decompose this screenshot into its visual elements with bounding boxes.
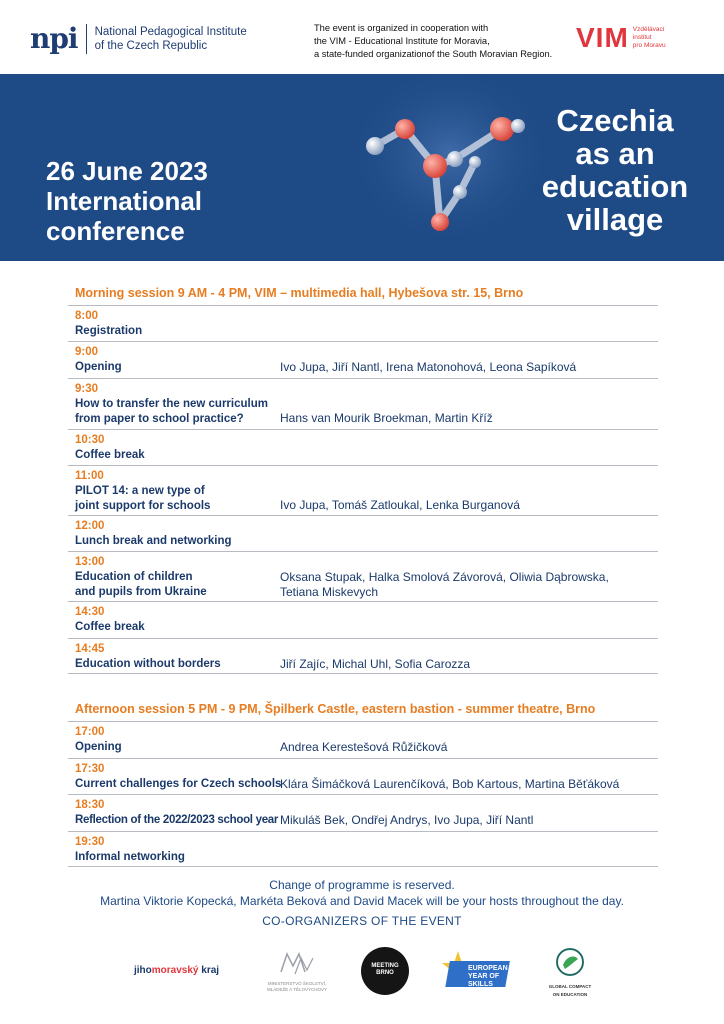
coorganizer-logos xyxy=(0,945,724,1005)
schedule-title-line2: from paper to school practice? xyxy=(75,413,244,425)
title-line3: education xyxy=(541,169,689,204)
schedule-title-line2: and pupils from Ukraine xyxy=(75,586,207,598)
conference-title xyxy=(520,104,710,236)
european-year-of-skills-logo xyxy=(438,949,514,993)
schedule-row xyxy=(68,341,658,378)
coop-line1: The event is organized in cooperation with xyxy=(314,23,489,33)
npi-logo-mark: npi xyxy=(30,22,78,55)
schedule-title-line2: joint support for schools xyxy=(75,500,211,512)
schedule-row xyxy=(68,721,658,758)
conference-date xyxy=(46,156,208,246)
title-line2: as an xyxy=(575,136,655,171)
page-header xyxy=(0,0,724,74)
schedule-row xyxy=(68,551,658,601)
schedule-row xyxy=(68,429,658,465)
date-line3: conference xyxy=(46,216,185,246)
schedule-title: Opening xyxy=(75,741,122,753)
schedule-speakers: Mikuláš Bek, Ondřej Andrys, Ivo Jupa, Jiří Nantl xyxy=(280,813,534,827)
schedule-speakers: Jiří Zajíc, Michal Uhl, Sofia Carozza xyxy=(280,657,471,671)
schedule-row xyxy=(68,465,658,515)
npi-logo xyxy=(30,24,247,54)
afternoon-schedule xyxy=(68,721,658,867)
schedule-title: Education of children xyxy=(75,571,193,583)
schedule-title: Lunch break and networking xyxy=(75,535,232,547)
cooperation-note xyxy=(314,22,552,61)
npi-name-line2: of the Czech Republic xyxy=(94,40,208,52)
conference-banner xyxy=(0,74,724,261)
schedule-time: 17:30 xyxy=(75,763,105,775)
morning-schedule xyxy=(68,305,658,674)
schedule-speakers: Ivo Jupa, Jiří Nantl, Irena Matonohová, Leona Sapíková xyxy=(280,360,577,374)
schedule-title: Education without borders xyxy=(75,658,221,670)
schedule-time: 13:00 xyxy=(75,556,105,568)
schedule-row xyxy=(68,794,658,831)
vim-sub-line3: pro Moravu xyxy=(632,42,666,49)
msmt-logo: MINISTERSTVO ŠKOLSTVÍ, MLÁDEŽE A TĚLOVÝCHOVY xyxy=(262,950,332,993)
globe-icon xyxy=(555,947,585,977)
schedule-title: Coffee break xyxy=(75,621,145,633)
schedule-time: 11:00 xyxy=(75,470,104,482)
schedule-time: 10:30 xyxy=(75,434,105,446)
svg-text:YEAR OF: YEAR OF xyxy=(468,973,500,980)
schedule-speakers: Ivo Jupa, Tomáš Zatloukal, Lenka Burganová xyxy=(280,498,520,512)
vim-sub-line1: Vzdělávací xyxy=(632,26,665,33)
npi-name-line1: National Pedagogical Institute xyxy=(94,26,247,38)
schedule-title: Reflection of the 2022/2023 school year xyxy=(75,814,279,826)
schedule-time: 17:00 xyxy=(75,726,105,738)
svg-text:SKILLS: SKILLS xyxy=(468,981,493,988)
schedule-speakers: Klára Šimáčková Laurenčíková, Bob Kartous, Martina Běťáková xyxy=(280,777,620,791)
molecule-illustration xyxy=(330,74,550,261)
schedule-title: Informal networking xyxy=(75,851,185,863)
meeting-brno-logo: MEETING BRNO xyxy=(361,947,409,995)
schedule-row xyxy=(68,378,658,429)
schedule-row xyxy=(68,831,658,867)
schedule-row xyxy=(68,305,658,341)
schedule-speakers: Andrea Kerestešová Růžičková xyxy=(280,740,448,754)
schedule-speakers: Hans van Mourik Broekman, Martin Kříž xyxy=(280,411,493,425)
vim-logo-mark: VIM xyxy=(576,22,629,53)
schedule-speakers: Oksana Stupak, Halka Smolová Závorová, Oliwia Dąbrowska, xyxy=(280,570,609,584)
schedule-row xyxy=(68,601,658,638)
schedule-title: Opening xyxy=(75,361,122,373)
morning-session-heading: Morning session 9 AM - 4 PM, VIM – multimedia hall, Hybešova str. 15, Brno xyxy=(75,286,524,300)
jihomoravsky-kraj-logo: jihomoravský kraj xyxy=(134,965,220,976)
npi-logo-text xyxy=(95,25,247,53)
date-line1: 26 June 2023 xyxy=(46,156,208,186)
schedule-time: 8:00 xyxy=(75,310,99,322)
date-line2: International xyxy=(46,186,203,216)
schedule-title: PILOT 14: a new type of xyxy=(75,485,205,497)
schedule-time: 9:00 xyxy=(75,346,99,358)
european-year-of-skills-icon xyxy=(438,949,514,993)
coorganizers-heading: CO-ORGANIZERS OF THE EVENT xyxy=(262,914,462,928)
coop-line3: a state-funded organizationof the South Moravian Region. xyxy=(314,49,553,59)
vim-logo-subtitle xyxy=(633,26,666,50)
schedule-row xyxy=(68,758,658,794)
msmt-emblem-icon xyxy=(277,950,317,976)
schedule-time: 19:30 xyxy=(75,836,105,848)
npi-logo-divider xyxy=(86,24,87,54)
global-compact-on-education-logo: GLOBAL COMPACT ON EDUCATION xyxy=(545,947,595,998)
schedule-title: Coffee break xyxy=(75,449,145,461)
schedule-time: 14:45 xyxy=(75,643,105,655)
vim-logo xyxy=(576,24,666,52)
schedule-time: 12:00 xyxy=(75,520,105,532)
title-line4: village xyxy=(566,202,664,237)
schedule-title: How to transfer the new curriculum xyxy=(75,398,268,410)
vim-sub-line2: institut xyxy=(632,34,652,41)
schedule-title: Registration xyxy=(75,325,143,337)
coop-line2: the VIM - Educational Institute for Moravia, xyxy=(314,36,490,46)
schedule-row xyxy=(68,638,658,674)
svg-text:EUROPEAN: EUROPEAN xyxy=(468,965,508,972)
schedule-speakers-line2: Tetiana Miskevych xyxy=(280,585,379,599)
schedule-title: Current challenges for Czech schools xyxy=(75,778,282,790)
programme-change-note: Change of programme is reserved. xyxy=(269,878,455,892)
schedule-time: 9:30 xyxy=(75,383,99,395)
schedule-row xyxy=(68,515,658,551)
title-line1: Czechia xyxy=(556,103,674,138)
schedule-time: 18:30 xyxy=(75,799,105,811)
afternoon-session-heading: Afternoon session 5 PM - 9 PM, Špilberk Castle, eastern bastion - summer theatre, Brno xyxy=(75,702,596,716)
hosts-note: Martina Viktorie Kopecká, Markéta Beková and David Macek will be your hosts throughout the day. xyxy=(100,894,624,908)
schedule-time: 14:30 xyxy=(75,606,105,618)
